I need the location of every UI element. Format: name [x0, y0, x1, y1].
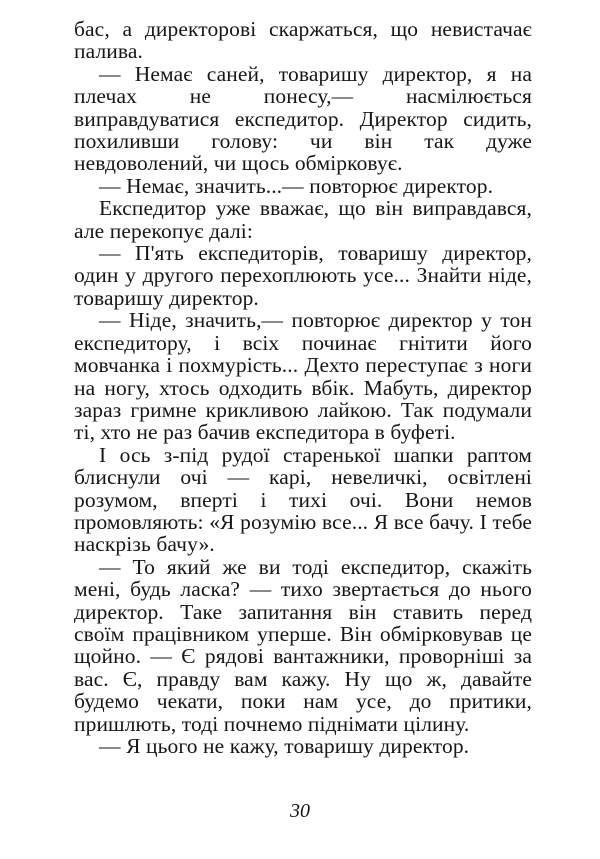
- paragraph-5: — П'ять експедиторів, товаришу директор, один у другого перехоплюють усе... Знайти ніде, товаришу директор.: [74, 241, 532, 310]
- paragraph-3: — Немає, значить...— повторює директор.: [99, 173, 494, 198]
- paragraph-8: — То який же ви тоді експедитор, скажіть мені, будь ласка? — тихо звертається до нього директор. Таке запитання він ставить перед своїм працівником уперше. Він обмірковував це щойно. — Є рядові вантажники, проворніші за вас. Є, правду вам кажу. Ну що ж, давайте будемо чекати, поки нам усе, до притики, пришлють, тоді почнемо піднімати цілину.: [74, 554, 532, 736]
- paragraph-9: — Я цього не кажу, товаришу директор.: [99, 734, 470, 758]
- paragraph-4: Експедитор уже вважає, що він виправдався, але перекопує далі:: [74, 196, 532, 243]
- page-number: 30: [290, 800, 310, 822]
- paragraph-7: І ось з-під рудої старенької шапки раптом блиснули очі — карі, невеличкі, освітлені розумом, вперті і тихі очі. Вони немов промовляють: «Я розумію все... Я все бачу. І тебе наскрізь бачу».: [74, 442, 532, 557]
- paragraph-1: бас, а директорові скаржаться, що невистачає палива.: [74, 17, 532, 64]
- paragraph-2: — Немає саней, товаришу директор, я на плечах не понесу,— насмілюється виправдуватися експедитор. Директор сидить, похиливши голову: чи він так дуже невдоволений, чи щось обмірковує.: [74, 61, 532, 176]
- paragraph-6: — Ніде, значить,— повторює директор у тон експедитору, і всіх починає гнітити його мовчанка і похмурість... Дехто переступає з ноги на ногу, хтось одходить вбік. Мабуть, директор зараз гримне крикливою лайкою. Так подумали ті, хто не раз бачив експедитора в буфеті.: [74, 308, 532, 445]
- page-body: [74, 18, 532, 757]
